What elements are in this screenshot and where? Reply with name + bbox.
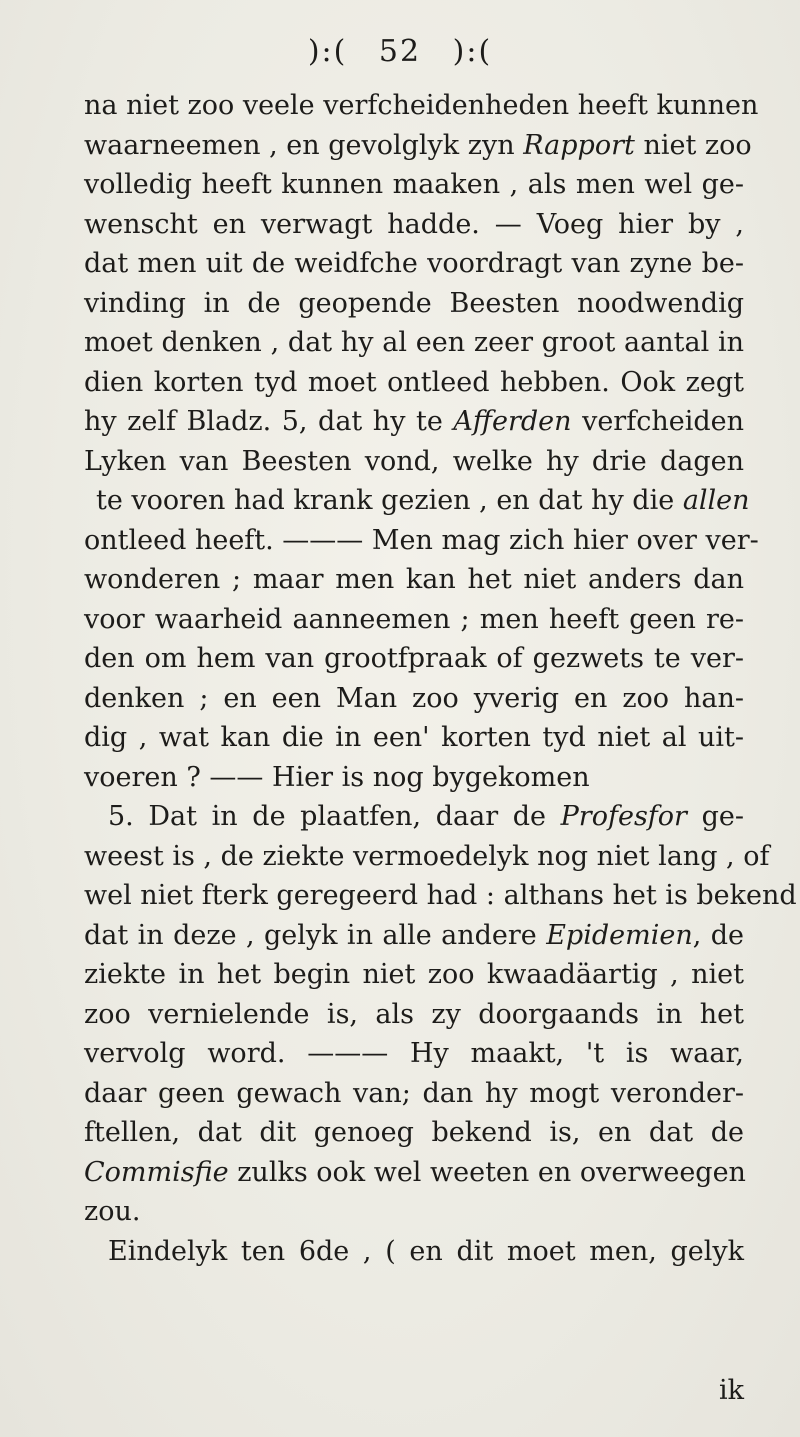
text-line: wel niet fterk geregeerd had : althans het is bekend — [84, 880, 797, 911]
catchword: ik — [719, 1375, 744, 1406]
body-text — [84, 86, 797, 1271]
italic-term: Profesfor — [560, 801, 687, 832]
text-line: den om hem van grootfpraak of gezwets te ver- — [84, 643, 744, 674]
text-line: dig , wat kan die in een' korten tyd niet al uit- — [84, 722, 744, 753]
text-line: Eindelyk ten 6de , ( en dit moet men, gelyk — [108, 1235, 744, 1267]
text-line: voeren ? —— Hier is nog bygekomen — [84, 761, 590, 793]
text-line: daar geen gewach van; dan hy mogt veronder- — [84, 1077, 744, 1109]
text-line: volledig heeft kunnen maaken , als men wel ge- — [84, 169, 744, 200]
text-line: ontleed heeft. ——— Men mag zich hier over ver- — [84, 524, 759, 556]
page-number: 52 — [378, 34, 422, 69]
header-ornament-right: ):( — [452, 34, 493, 69]
header-ornament-left: ):( — [307, 34, 348, 69]
running-header — [0, 34, 800, 69]
text-line: wonderen ; maar men kan het niet anders dan — [84, 564, 744, 595]
italic-term: Epidemien — [546, 919, 693, 951]
text-line: moet denken , dat hy al een zeer groot aantal in — [84, 327, 744, 358]
text-line: ftellen, dat dit genoeg bekend is, en dat de — [84, 1117, 744, 1148]
text-line: wenscht en verwagt hadde. — Voeg hier by , — [84, 208, 744, 240]
text-line: Lyken van Beesten vond, welke hy drie dagen — [84, 445, 744, 477]
text-line: vinding in de geopende Beesten noodwendig — [84, 287, 744, 319]
text-line: vervolg word. ——— Hy maakt, 't is waar, — [84, 1038, 744, 1069]
text-line: dien korten tyd moet ontleed hebben. Ook zegt — [84, 366, 744, 398]
text-line: waarneemen , en gevolglyk zyn Rapport niet zoo — [84, 129, 752, 161]
italic-term: Rapport — [523, 129, 635, 161]
text-line: 5. Dat in de plaatfen, daar de Profesfor ge- — [108, 801, 744, 832]
text-line: dat in deze , gelyk in alle andere Epidemien, de — [84, 919, 744, 951]
text-line: voor waarheid aanneemen ; men heeft geen re- — [84, 603, 744, 635]
text-line: ziekte in het begin niet zoo kwaadäartig , niet — [84, 959, 744, 990]
text-line: hy zelf Bladz. 5, dat hy te Afferden verfcheiden — [84, 406, 744, 437]
italic-term: Commisfie — [84, 1156, 229, 1188]
text-line: zoo vernielende is, als zy doorgaands in het — [84, 998, 744, 1030]
text-line: Commisfie zulks ook wel weeten en overweegen — [84, 1156, 746, 1188]
text-line: denken ; en een Man zoo yverig en zoo han- — [84, 682, 744, 714]
text-line: weest is , de ziekte vermoedelyk nog niet lang , of — [84, 840, 770, 872]
text-line: te vooren had krank gezien , en dat hy die allen — [96, 485, 750, 516]
text-line: zou. — [84, 1196, 141, 1227]
italic-term: Afferden — [453, 406, 572, 437]
text-line: na niet zoo veele verfcheidenheden heeft kunnen — [84, 90, 759, 121]
italic-term: allen — [682, 485, 750, 516]
text-line: dat men uit de weidfche voordragt van zyne be- — [84, 248, 744, 279]
